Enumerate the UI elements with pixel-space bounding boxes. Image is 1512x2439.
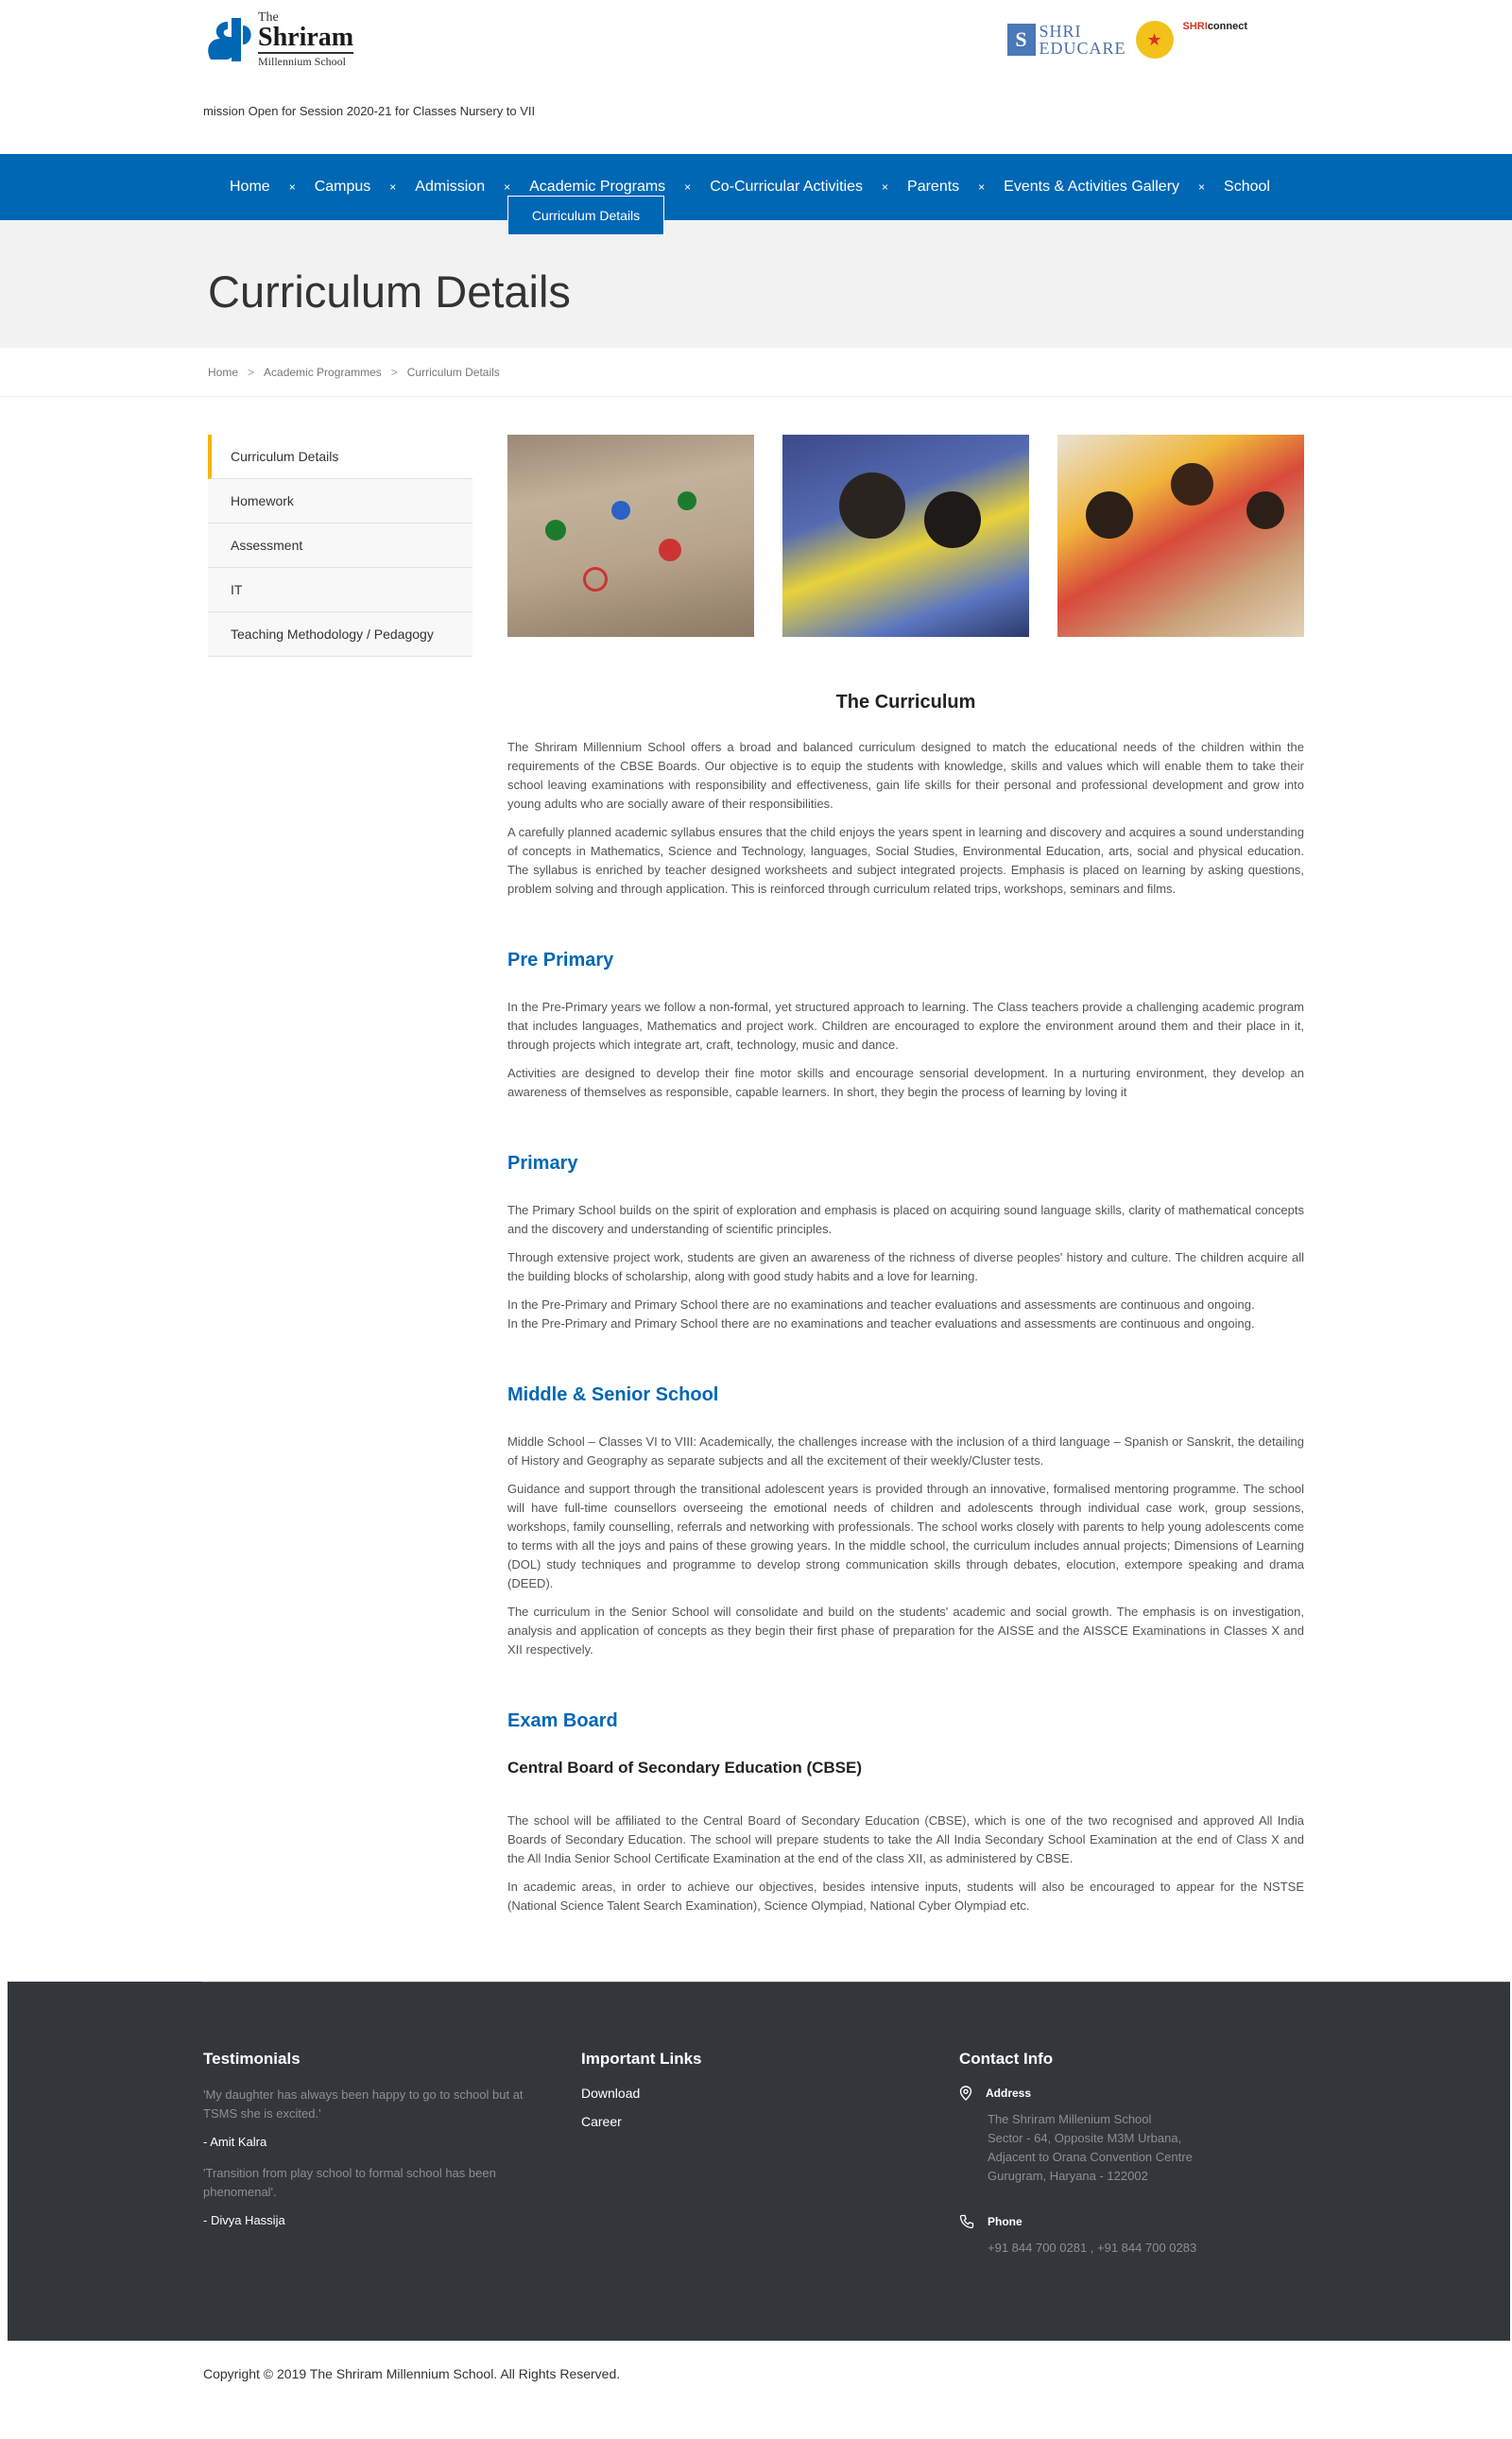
admission-marquee[interactable]: mission Open for Session 2020-21 for Classes Nursery to VII [203,104,536,118]
shri-educare-line1: SHRI [1039,22,1082,41]
nav-item-co-curricular[interactable] [710,179,907,196]
copyright: Copyright © 2019 The Shriram Millennium School. All Rights Reserved. [203,2366,621,2381]
nav-label: Academic Programs [529,179,666,195]
important-links-title: Important Links [581,2050,702,2068]
testimonial-quote: 'Transition from play school to formal school has been phenomenal'. [203,2166,496,2199]
pre-primary-heading: Pre Primary [507,950,614,970]
nav-separator-icon: × [882,180,889,194]
logo-line3: Millennium School [258,55,346,68]
nav-label: Co-Curricular Activities [710,179,863,195]
primary-paragraph: The Primary School builds on the spirit of exploration and emphasis is placed on acquiring sound language skills, clarity of mathematical concepts and the discovery and understanding of scientific principles. [507,1203,1304,1236]
shri-educare-logo[interactable] [1007,23,1126,57]
middle-senior-paragraph: Guidance and support through the transitional adolescent years is provided through an innovative, formalised mentoring programme. The school will have full-time counsellors overseeing the emotional needs of children and adolescents through individual case work, group sessions, workshops, family counselling, referrals and networking with professionals. The school works closely with parents to help young adolescents come to terms with all the joys and pains of these growing years. In the middle school, the curriculum includes annual projects; Dimensions of Learning (DOL) study techniques and programme to develop strong communication skills through debates, elocution, extempore speaking and drama (DEED). [507,1482,1304,1590]
primary-paragraph: In the Pre-Primary and Primary School there are no examinations and teacher evaluations and assessments are continuous and ongoing. [507,1297,1255,1312]
nav-label: Campus [314,179,371,195]
breadcrumb [0,348,1512,397]
nav-separator-icon: × [389,180,397,194]
nav-separator-icon: × [288,180,296,194]
testimonial-author: - Amit Kalra [203,2135,267,2149]
nav-label: School [1224,179,1270,195]
address-line: The Shriram Millenium School [988,2112,1152,2126]
address-label: Address [986,2087,1032,2100]
shri-educare-text [1040,23,1126,57]
sidebar-item-assessment[interactable]: Assessment [208,524,472,568]
middle-senior-heading: Middle & Senior School [507,1384,719,1405]
curriculum-paragraph: The Shriram Millennium School offers a broad and balanced curriculum designed to match the educational needs of the children within the requirements of the CBSE Boards. Our objective is to equip the students with knowledge, skills and values which will enable them to take their school leaving examinations with responsibility and effectiveness, gain life skills for their personal and professional development and grow into young adults who are socially aware of their responsibilities. [507,740,1304,811]
partner-logos [1007,17,1247,59]
shriconnect-prefix: SHRI [1182,21,1208,32]
sidebar-item-it[interactable]: IT [208,568,472,612]
nav-label: Home [230,179,270,195]
footer [8,1982,1510,2341]
top-header [0,0,1512,154]
chevron-right-icon: > [248,365,255,379]
primary-paragraph: Through extensive project work, students are given an awareness of the richness of diverse peoples' history and culture. The children acquire all the building blocks of scholarship, along with good study habits and a love for learning. [507,1250,1304,1283]
sidebar-item-homework[interactable]: Homework [208,479,472,524]
photo-gallery [507,435,1304,637]
nav-item-school[interactable] [1224,179,1270,196]
award-badge-icon: ★ [1136,21,1174,59]
testimonial-quote: 'My daughter has always been happy to go to school but at TSMS she is excited.' [203,2087,524,2121]
map-pin-icon [959,2086,972,2101]
nav-separator-icon: × [978,180,986,194]
nav-item-academic-programs[interactable] [529,179,710,196]
primary-paragraph: In the Pre-Primary and Primary School there are no examinations and teacher evaluations and assessments are continuous and ongoing. [507,1316,1255,1331]
curriculum-heading: The Curriculum [835,692,976,713]
logo-text [258,11,353,67]
article [507,397,1304,1915]
footer-link-download[interactable]: Download [581,2086,641,2101]
sidebar-item-curriculum-details[interactable]: Curriculum Details [208,435,472,479]
middle-senior-paragraph: The curriculum in the Senior School will consolidate and build on the students' academic and social growth. The emphasis is on investigation, analysis and application of concepts as they begin their first phase of preparation for the AISSE and the AISSCE Examinations in Classes X and XII respectively. [507,1605,1304,1657]
shri-educare-icon: S [1007,24,1036,56]
page-banner [0,220,1512,348]
classroom-photo-2[interactable] [782,435,1029,637]
chevron-right-icon: > [390,365,398,379]
middle-senior-paragraph: Middle School – Classes VI to VIII: Academically, the challenges increase with the inclusion of a third language – Spanish or Sanskrit, the detailing of History and Geography as separate subjects and all the excitement of their weekly/Cluster tests. [507,1434,1304,1468]
logo-mark-icon [203,12,256,67]
nav-label: Parents [907,179,960,195]
footer-divider [201,1982,1510,1983]
testimonials-title: Testimonials [203,2050,301,2068]
shriconnect-suffix: connect [1207,21,1247,32]
logo-line1: The [258,10,279,25]
phone-icon [959,2214,974,2229]
primary-heading: Primary [507,1153,578,1174]
breadcrumb-academic-programmes[interactable]: Academic Programmes [264,365,382,379]
nav-item-parents[interactable] [907,179,1004,196]
footer-important-links [581,2050,702,2142]
main-nav [0,154,1512,223]
classroom-photo-1[interactable] [507,435,754,637]
address-line: Gurugram, Haryana - 122002 [988,2169,1148,2183]
curriculum-paragraph: A carefully planned academic syllabus ensures that the child enjoys the years spent in learning and discovery and acquires a sound understanding of concepts in Mathematics, Science and Technology, languages, Social Studies, Environmental Education, arts, social and physical education. The syllabus is enriched by teacher designed worksheets and subject integrated projects. Emphasis is placed on learning by asking questions, problem solving and through application. This is reinforced through curriculum related trips, workshops, seminars and films. [507,825,1304,896]
contact-info-title: Contact Info [959,2050,1054,2068]
address-line: Adjacent to Orana Convention Centre [988,2150,1193,2164]
nav-item-home[interactable] [230,179,315,196]
submenu-curriculum-details[interactable]: Curriculum Details [507,196,664,235]
breadcrumb-home[interactable]: Home [208,365,239,379]
nav-label: Events & Activities Gallery [1004,179,1180,195]
school-logo[interactable] [203,11,353,67]
exam-board-paragraph: In academic areas, in order to achieve our objectives, besides intensive inputs, students will also be encouraged to appear for the NSTSE (National Science Talent Search Examination), Science Olympiad, National Cyber Olympiad etc. [507,1880,1304,1913]
nav-separator-icon: × [684,180,692,194]
sidebar-item-teaching-methodology[interactable]: Teaching Methodology / Pedagogy [208,612,472,657]
nav-label: Admission [415,179,486,195]
footer-link-career[interactable]: Career [581,2114,622,2129]
nav-item-events-gallery[interactable] [1004,179,1224,196]
phone-number[interactable]: +91 844 700 0281 , +91 844 700 0283 [988,2241,1197,2255]
pre-primary-paragraph: Activities are designed to develop their fine motor skills and encourage sensorial development. In a nurturing environment, they develop an awareness of themselves as responsible, capable learners. In short, they begin the process of learning by loving it [507,1066,1304,1099]
cbse-subheading: Central Board of Secondary Education (CBSE) [507,1759,862,1777]
testimonial-author: - Divya Hassija [203,2213,285,2227]
footer-contact-info [959,2050,1196,2258]
exam-board-heading: Exam Board [507,1710,618,1731]
shri-educare-line2: EDUCARE [1039,39,1126,58]
nav-separator-icon: × [504,180,511,194]
address-text [959,2110,1196,2186]
shriconnect-logo[interactable] [1183,21,1247,32]
footer-testimonials [203,2050,558,2242]
phone-heading [959,2214,1196,2229]
classroom-photo-3[interactable] [1057,435,1304,637]
logo-line2: Shriram [258,23,354,52]
exam-board-paragraph: The school will be affiliated to the Central Board of Secondary Education (CBSE), which is one of the two recognised and approved All India Boards of Secondary Education. The school will prepare students to take the All India Secondary School Examination at the end of Class X and the All India Senior School Certificate Examination at the end of the class XII, as administered by CBSE. [507,1813,1304,1865]
address-line: Sector - 64, Opposite M3M Urbana, [988,2131,1182,2145]
main-content [0,397,1512,1982]
nav-item-campus[interactable] [315,179,416,196]
phone-label: Phone [988,2215,1022,2228]
nav-item-admission[interactable] [415,179,529,196]
page-title: Curriculum Details [208,266,571,317]
sidebar [208,435,472,657]
pre-primary-paragraph: In the Pre-Primary years we follow a non-formal, yet structured approach to learning. The Class teachers provide a challenging academic program that includes languages, Mathematics and project work. Children are encouraged to explore the environment around them and their place in it, through projects which integrate art, craft, technology, music and dance. [507,1000,1304,1052]
nav-separator-icon: × [1198,180,1206,194]
address-heading [959,2086,1196,2101]
breadcrumb-current: Curriculum Details [406,365,500,379]
